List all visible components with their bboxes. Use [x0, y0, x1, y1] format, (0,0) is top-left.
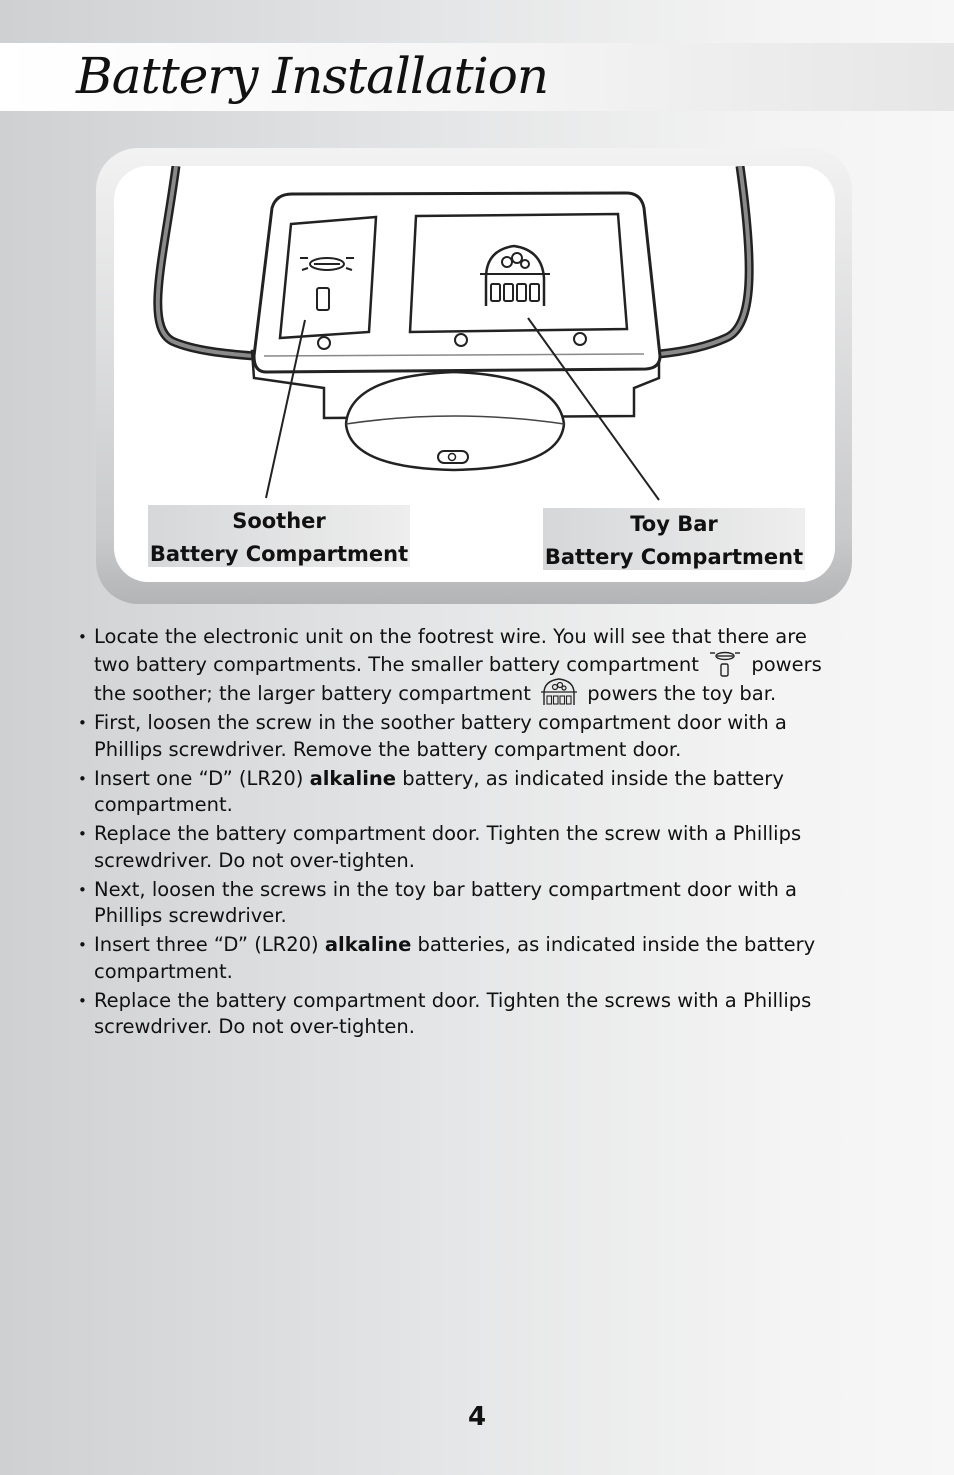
soother-label-line2: Battery Compartment	[149, 542, 409, 566]
page-number: 4	[467, 1402, 487, 1432]
list-item: • Next, loosen the screws in the toy bar battery compartment door with a Phillips screwdriver.	[76, 877, 846, 930]
toy-bar-callout-label	[543, 508, 805, 570]
soother-label-line1: Soother	[232, 509, 326, 533]
soother-compartment-icon	[709, 651, 741, 677]
list-item: • Insert one “D” (LR20) alkaline battery, as indicated inside the battery compartment.	[76, 766, 846, 819]
list-item: • First, loosen the screw in the soother battery compartment door with a Phillips screwdriver. Remove the battery compartment door.	[76, 710, 846, 763]
list-item: • Locate the electronic unit on the footrest wire. You will see that there are two battery compartments. The smaller battery compartment powers the soother; the larger battery compartment powers the toy bar.	[76, 624, 846, 708]
list-item: • Insert three “D” (LR20) alkaline batteries, as indicated inside the battery compartment.	[76, 932, 846, 985]
installation-steps	[76, 624, 846, 1043]
toy-bar-compartment-icon	[541, 678, 577, 706]
list-item: • Replace the battery compartment door. Tighten the screws with a Phillips screwdriver. Do not over-tighten.	[76, 988, 846, 1041]
soother-callout-label	[148, 505, 410, 567]
toy-bar-label-line2: Battery Compartment	[544, 545, 804, 569]
toy-bar-label-line1: Toy Bar	[630, 512, 718, 536]
page-title: Battery Installation	[76, 47, 549, 105]
list-item: • Replace the battery compartment door. Tighten the screw with a Phillips screwdriver. Do not over-tighten.	[76, 821, 846, 874]
unit-switch	[438, 451, 468, 463]
soother-compartment-door	[280, 217, 376, 338]
footrest-wire-right	[659, 166, 749, 354]
